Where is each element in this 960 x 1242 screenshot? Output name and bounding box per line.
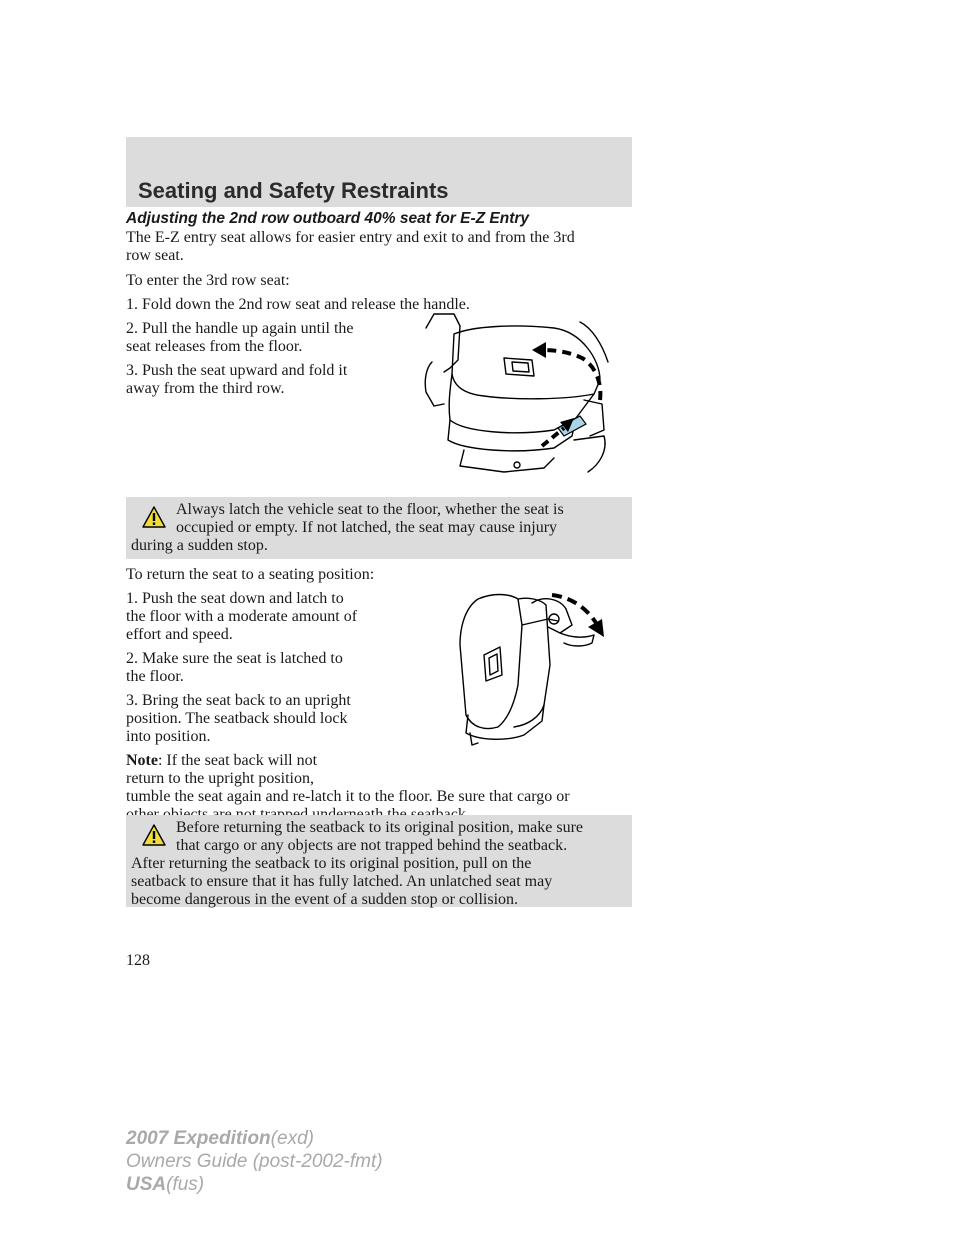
warning-2-line-2: that cargo or any objects are not trapped behind the seatback.: [176, 837, 568, 854]
latch-bracket: [584, 400, 604, 436]
warning-2-line-1: Before returning the seatback to its original position, make sure: [176, 819, 583, 836]
page-number: 128: [126, 952, 150, 969]
enter-step-1: 1. Fold down the 2nd row seat and release the handle.: [126, 296, 470, 313]
note-text-1: : If the seat back will not: [157, 752, 318, 769]
seat-base: [466, 705, 544, 739]
seat-pocket-inner: [512, 362, 529, 372]
seat-return-illustration: [448, 585, 618, 755]
note-label: Note: [126, 752, 158, 769]
side-panel: [580, 322, 608, 362]
floor-right: [574, 436, 605, 472]
return-step-3-line-2: position. The seatback should lock: [126, 710, 348, 727]
warning-2-line-3: After returning the seatback to its original position, pull on the: [131, 855, 532, 872]
floor-bracket: [460, 450, 554, 472]
warning-1-line-2: occupied or empty. If not latched, the seat may cause injury: [176, 519, 558, 536]
return-lead: To return the seat to a seating position:: [126, 566, 375, 583]
bolt: [514, 462, 520, 468]
intro-line-1: The E-Z entry seat allows for easier entry and exit to and from the 3rd: [126, 229, 575, 246]
return-step-3-line-1: 3. Bring the seat back to an upright: [126, 692, 351, 709]
warning-box-seatback: [126, 815, 632, 907]
footer-market: USA: [126, 1174, 167, 1195]
note-line-2: return to the upright position,: [126, 770, 314, 787]
page-title: Seating and Safety Restraints: [138, 178, 449, 203]
intro-line-2: row seat.: [126, 247, 184, 264]
enter-step-2-line-1: 2. Pull the handle up again until the: [126, 320, 354, 337]
seat-fold-illustration: [404, 300, 614, 480]
note-line-3: tumble the seat again and re-latch it to the floor. Be sure that cargo or: [126, 788, 570, 805]
footer-line-3: [126, 1174, 204, 1196]
footer-model: 2007 Expedition: [126, 1128, 271, 1149]
seat-back-left: [425, 362, 444, 406]
return-step-1-line-1: 1. Push the seat down and latch to: [126, 590, 344, 607]
return-step-1-line-3: effort and speed.: [126, 626, 233, 643]
warning-1-line-1: Always latch the vehicle seat to the floor, whether the seat is: [176, 501, 564, 518]
fold-arrow-head: [532, 342, 546, 358]
seat-pocket-inner: [489, 654, 498, 675]
note-line-1: [126, 752, 317, 770]
enter-step-2-line-2: seat releases from the floor.: [126, 338, 303, 355]
seat-pocket: [484, 647, 502, 681]
enter-step-3-line-2: away from the third row.: [126, 380, 285, 397]
return-step-2-line-2: the floor.: [126, 668, 184, 685]
footer-market-code: (fus): [166, 1174, 205, 1195]
return-step-1-line-2: the floor with a moderate amount of: [126, 608, 358, 625]
footer-model-code: (exd): [270, 1128, 314, 1149]
release-lever: [560, 633, 594, 646]
seat-pocket: [504, 358, 534, 376]
warning-2-line-4: seatback to ensure that it has fully latched. An unlatched seat may: [131, 873, 553, 890]
section-heading: Adjusting the 2nd row outboard 40% seat for E-Z Entry: [126, 210, 530, 227]
footer-line-2: Owners Guide (post-2002-fmt): [126, 1151, 383, 1172]
enter-step-3-line-1: 3. Push the seat upward and fold it: [126, 362, 348, 379]
fold-arrow-curve: [544, 350, 600, 400]
hinge-bracket: [532, 599, 572, 633]
enter-lead: To enter the 3rd row seat:: [126, 272, 290, 289]
warning-2-line-5: become dangerous in the event of a sudden stop or collision.: [131, 891, 519, 908]
seatback-outline: [460, 595, 522, 729]
warning-1-line-3: during a sudden stop.: [131, 537, 268, 554]
return-step-2-line-1: 2. Make sure the seat is latched to: [126, 650, 343, 667]
footer-line-1: [126, 1128, 314, 1150]
warning-box-latch: [126, 497, 632, 559]
return-step-3-line-3: into position.: [126, 728, 211, 745]
